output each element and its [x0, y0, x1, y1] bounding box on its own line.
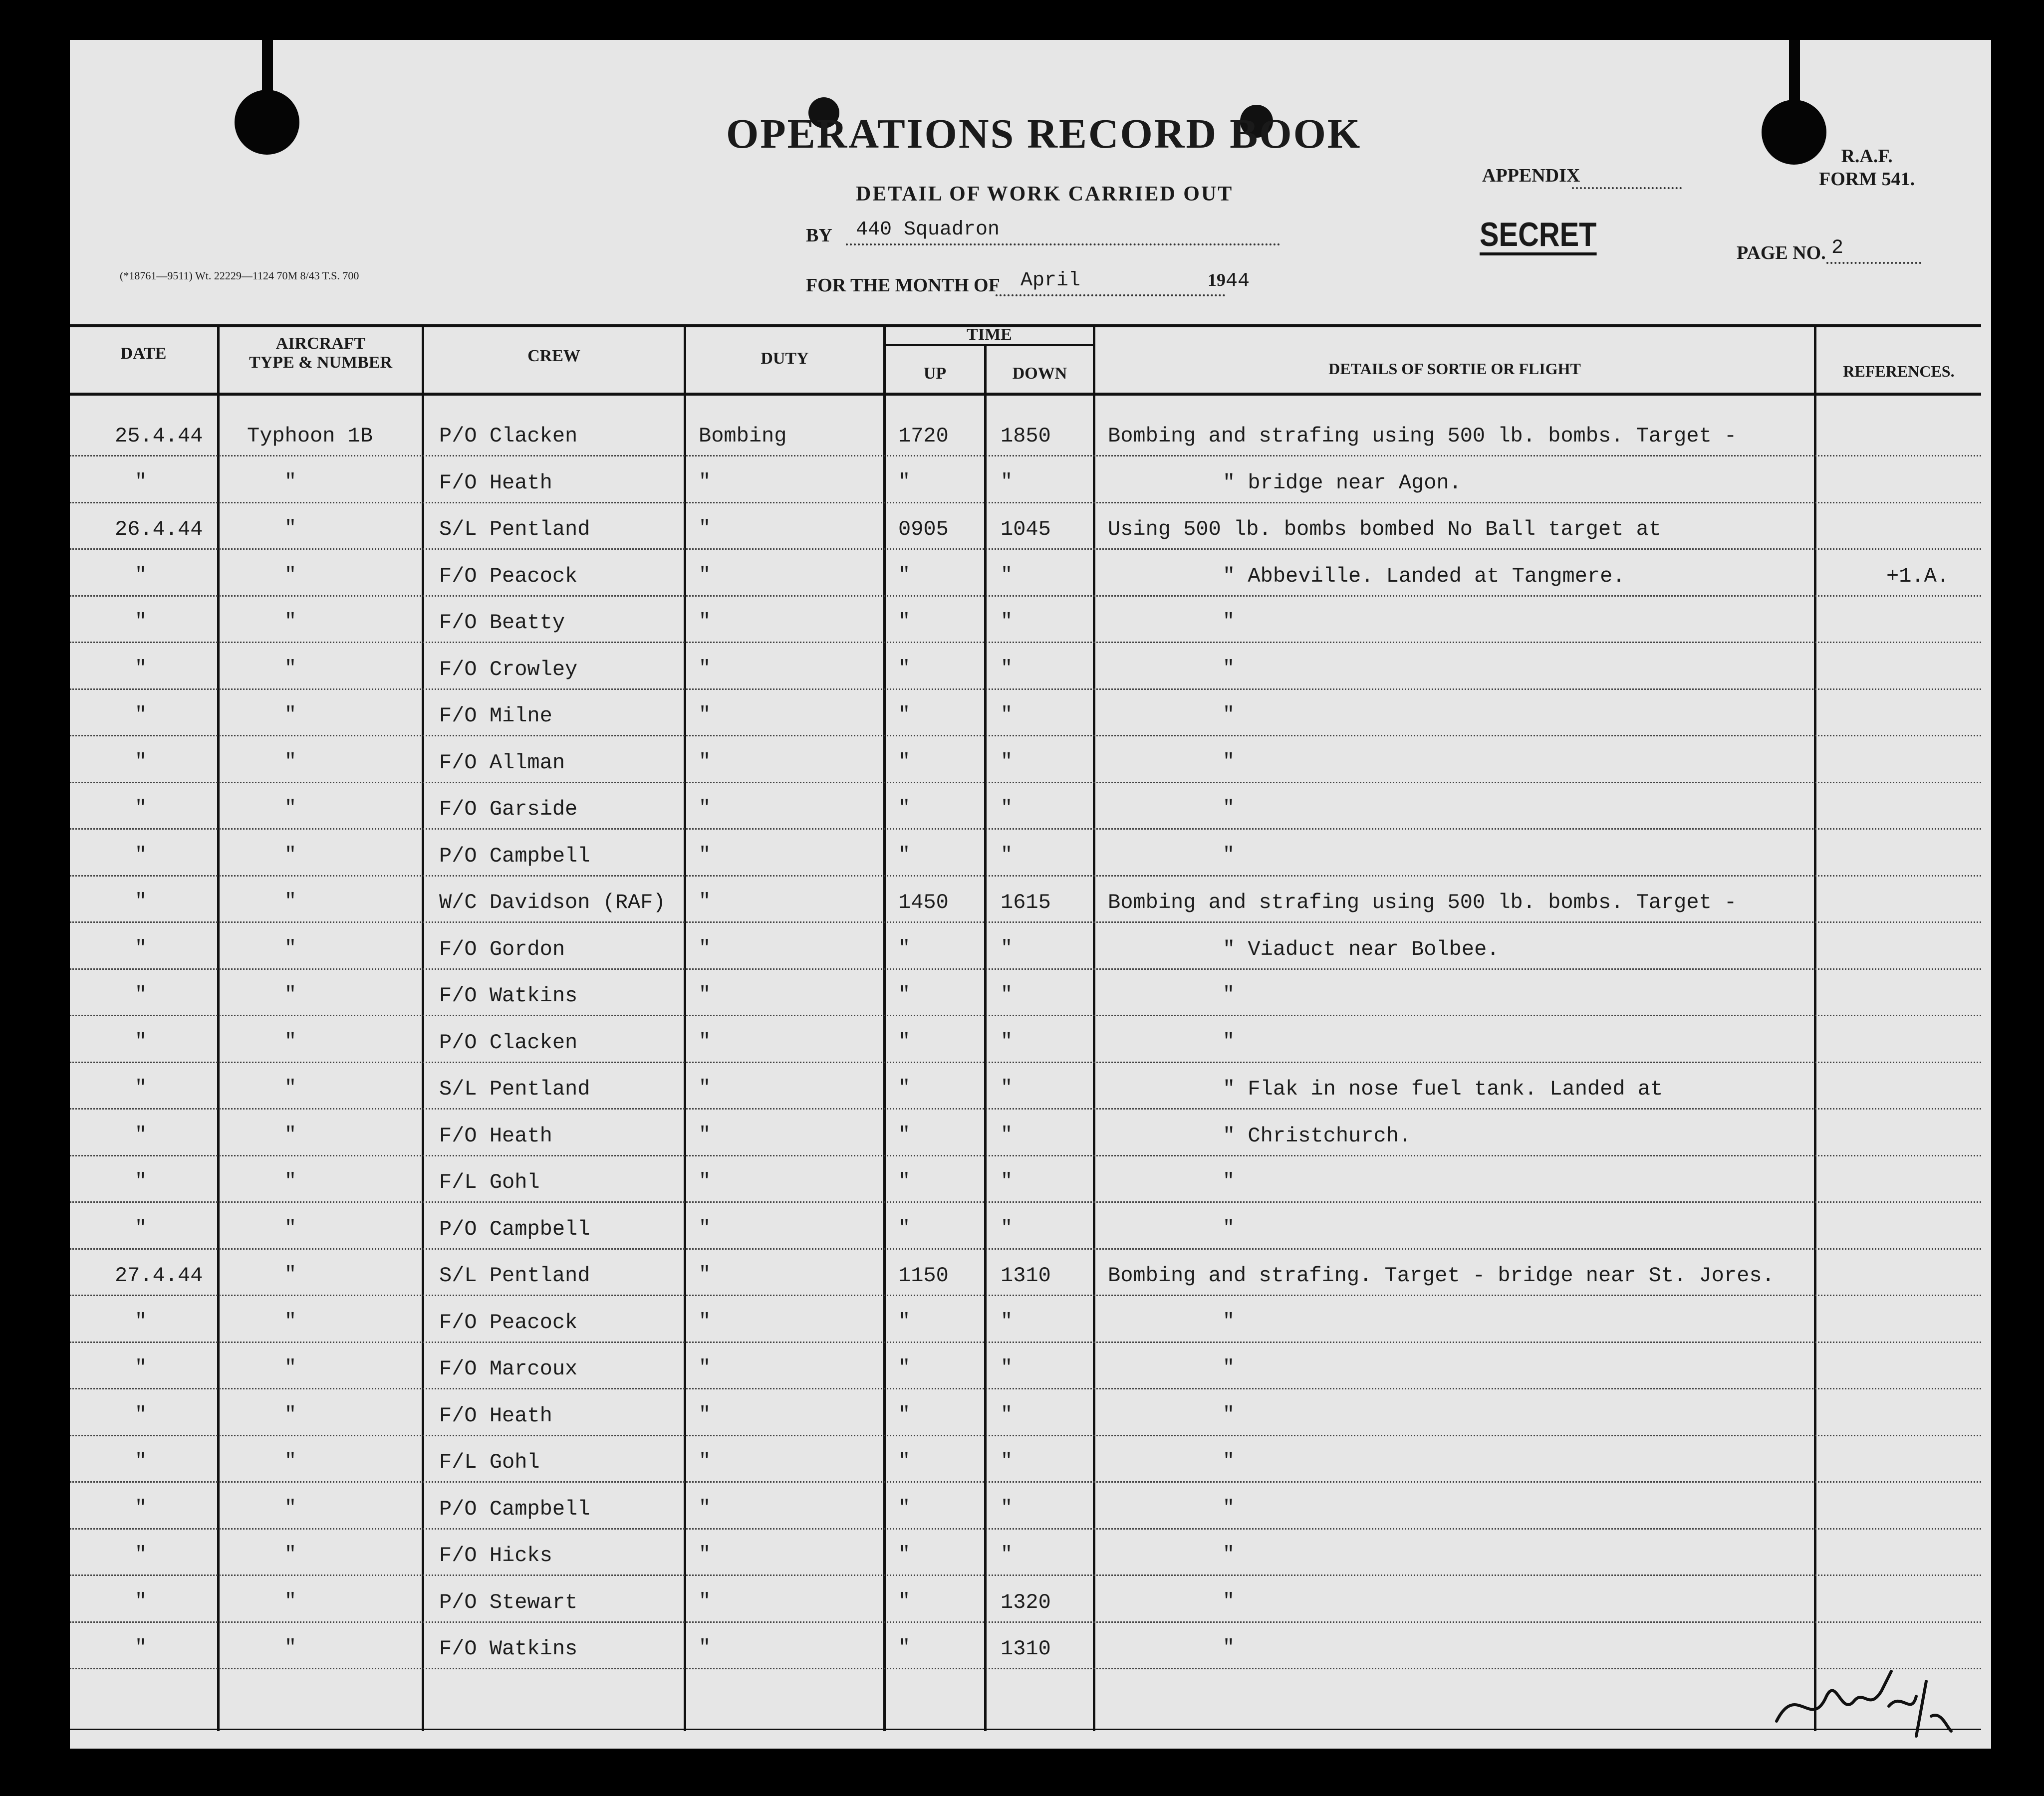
col-divider — [984, 345, 987, 1731]
time-down-cell: " — [1001, 1357, 1013, 1379]
time-down-cell: 1850 — [1001, 424, 1051, 448]
date-cell: " — [135, 564, 147, 587]
details-cell: " — [1223, 1637, 1235, 1659]
time-up-cell: " — [898, 1357, 911, 1379]
duty-cell: " — [699, 1497, 711, 1520]
row-rule — [70, 1248, 1981, 1250]
aircraft-cell: " — [284, 1030, 297, 1053]
row-rule — [70, 595, 1981, 597]
row-rule — [70, 688, 1981, 690]
col-header-time: TIME — [967, 325, 1012, 344]
record-sheet — [70, 40, 1991, 1749]
date-cell: " — [135, 937, 147, 960]
duty-cell: " — [699, 750, 711, 773]
details-cell: " — [1223, 844, 1235, 867]
date-cell: 26.4.44 — [115, 517, 203, 541]
crew-cell: F/O Heath — [439, 470, 552, 495]
col-divider — [883, 324, 886, 1731]
appendix-field — [1572, 162, 1682, 189]
col-header-references: REFERENCES. — [1843, 362, 1955, 380]
details-cell: " — [1223, 1403, 1235, 1426]
secret-stamp: SECRET — [1480, 217, 1596, 255]
row-rule — [70, 968, 1981, 970]
crew-cell: P/O Stewart — [439, 1590, 578, 1614]
details-cell: " Christchurch. — [1223, 1123, 1412, 1148]
duty-cell: " — [699, 1590, 711, 1613]
aircraft-cell: " — [284, 470, 297, 493]
col-divider — [684, 324, 686, 1731]
details-cell: " — [1223, 984, 1235, 1006]
signature-stroke — [1777, 1671, 1951, 1736]
details-cell: " — [1223, 750, 1235, 773]
header-bottom-rule — [70, 393, 1981, 396]
details-cell: " — [1223, 1357, 1235, 1379]
date-cell: " — [135, 750, 147, 773]
time-up-cell: " — [898, 1217, 911, 1240]
form-number — [1819, 145, 1915, 191]
duty-cell: Bombing — [699, 424, 787, 448]
time-down-cell: 1310 — [1001, 1637, 1051, 1661]
col-header-aircraft — [220, 334, 422, 372]
row-rule — [70, 455, 1981, 456]
time-down-cell: " — [1001, 470, 1013, 493]
date-cell: " — [135, 1544, 147, 1566]
aircraft-cell: " — [284, 1497, 297, 1520]
details-cell: " — [1223, 1450, 1235, 1473]
col-divider — [1814, 324, 1816, 1731]
col-header-aircraft-line2: TYPE & NUMBER — [249, 353, 393, 372]
time-down-cell: " — [1001, 844, 1013, 867]
print-reference: (*18761—9511) Wt. 22229—1124 70M 8/43 T.S. 700 — [120, 269, 359, 282]
row-rule — [70, 735, 1981, 736]
crew-cell: F/O Beatty — [439, 611, 565, 635]
time-up-cell: " — [898, 797, 911, 820]
time-up-cell: 1450 — [898, 891, 949, 914]
time-up-cell: " — [898, 1590, 911, 1613]
crew-cell: F/O Watkins — [439, 1637, 578, 1661]
aircraft-cell: " — [284, 1637, 297, 1659]
time-down-cell: " — [1001, 1310, 1013, 1333]
row-rule — [70, 642, 1981, 643]
row-rule — [70, 1295, 1981, 1296]
time-up-cell: " — [898, 1123, 911, 1146]
crew-cell: P/O Clacken — [439, 1030, 578, 1055]
details-cell: Using 500 lb. bombs bombed No Ball target at — [1108, 517, 1661, 541]
date-cell: " — [135, 1170, 147, 1193]
aircraft-cell: " — [284, 984, 297, 1006]
year-field — [1208, 269, 1273, 294]
duty-cell: " — [699, 517, 711, 540]
date-cell: " — [135, 1123, 147, 1146]
row-rule — [70, 1621, 1981, 1623]
crew-cell: F/O Marcoux — [439, 1357, 578, 1381]
time-down-cell: " — [1001, 611, 1013, 633]
duty-cell: " — [699, 1310, 711, 1333]
page-subtitle: DETAIL OF WORK CARRIED OUT — [856, 183, 1234, 206]
details-cell: " — [1223, 1030, 1235, 1053]
time-down-cell: " — [1001, 657, 1013, 680]
col-divider — [217, 324, 220, 1731]
time-down-cell: " — [1001, 1497, 1013, 1520]
form-541-label: FORM 541. — [1819, 169, 1915, 190]
row-rule — [70, 1435, 1981, 1436]
crew-cell: F/O Watkins — [439, 984, 578, 1008]
duty-cell: " — [699, 611, 711, 633]
duty-cell: " — [699, 1450, 711, 1473]
time-up-cell: " — [898, 1403, 911, 1426]
aircraft-cell: " — [284, 1264, 297, 1286]
time-up-cell: " — [898, 1030, 911, 1053]
date-cell: 25.4.44 — [115, 424, 203, 448]
date-cell: " — [135, 1637, 147, 1659]
time-down-cell: 1310 — [1001, 1264, 1051, 1288]
aircraft-cell: " — [284, 517, 297, 540]
time-up-cell: " — [898, 611, 911, 633]
duty-cell: " — [699, 1637, 711, 1659]
row-rule — [70, 1108, 1981, 1110]
time-down-cell: 1615 — [1001, 891, 1051, 914]
crew-cell: F/O Hicks — [439, 1544, 552, 1568]
binder-hole-right — [1762, 100, 1826, 165]
date-cell: " — [135, 797, 147, 820]
details-cell: " — [1223, 1544, 1235, 1566]
duty-cell: " — [699, 657, 711, 680]
date-cell: " — [135, 1403, 147, 1426]
col-header-crew: CREW — [527, 347, 580, 365]
aircraft-cell: " — [284, 1217, 297, 1240]
crew-cell: F/O Crowley — [439, 657, 578, 681]
aircraft-cell: " — [284, 797, 297, 820]
time-up-cell: " — [898, 657, 911, 680]
crew-cell: F/O Peacock — [439, 564, 578, 588]
row-rule — [70, 1015, 1981, 1016]
time-up-cell: " — [898, 844, 911, 867]
crew-cell: P/O Campbell — [439, 1497, 590, 1521]
crew-cell: F/O Peacock — [439, 1310, 578, 1335]
date-cell: " — [135, 1310, 147, 1333]
details-cell: " — [1223, 611, 1235, 633]
aircraft-cell: Typhoon 1B — [247, 424, 373, 448]
duty-cell: " — [699, 1030, 711, 1053]
aircraft-cell: " — [284, 657, 297, 680]
time-up-cell: " — [898, 1450, 911, 1473]
time-up-cell: 1720 — [898, 424, 949, 448]
crew-cell: W/C Davidson (RAF) — [439, 891, 666, 914]
aircraft-cell: " — [284, 1170, 297, 1193]
time-up-cell: " — [898, 470, 911, 493]
date-cell: " — [135, 1497, 147, 1520]
time-down-cell: " — [1001, 1170, 1013, 1193]
year-suffix: 44 — [1226, 270, 1250, 292]
row-rule — [70, 548, 1981, 550]
time-up-cell: " — [898, 1497, 911, 1520]
crew-cell: P/O Clacken — [439, 424, 578, 448]
details-cell: Bombing and strafing using 500 lb. bombs. Target - — [1108, 891, 1737, 914]
details-cell: " — [1223, 1217, 1235, 1240]
duty-cell: " — [699, 1544, 711, 1566]
time-down-cell: " — [1001, 1217, 1013, 1240]
duty-cell: " — [699, 984, 711, 1006]
aircraft-cell: " — [284, 891, 297, 913]
time-up-cell: " — [898, 750, 911, 773]
aircraft-cell: " — [284, 1310, 297, 1333]
col-header-date: DATE — [120, 344, 167, 363]
date-cell: " — [135, 891, 147, 913]
details-cell: Bombing and strafing. Target - bridge near St. Jores. — [1108, 1264, 1775, 1288]
date-cell: " — [135, 1030, 147, 1053]
year-prefix: 19 — [1208, 270, 1226, 290]
time-down-cell: " — [1001, 704, 1013, 726]
time-down-cell: 1320 — [1001, 1590, 1051, 1614]
crew-cell: F/O Garside — [439, 797, 578, 821]
crew-cell: F/L Gohl — [439, 1450, 540, 1474]
crew-cell: S/L Pentland — [439, 517, 590, 541]
aircraft-cell: " — [284, 1403, 297, 1426]
aircraft-cell: " — [284, 1590, 297, 1613]
time-down-cell: 1045 — [1001, 517, 1051, 541]
row-rule — [70, 1342, 1981, 1343]
time-down-cell: " — [1001, 1077, 1013, 1100]
row-rule — [70, 1574, 1981, 1576]
duty-cell: " — [699, 1217, 711, 1240]
aircraft-cell: " — [284, 704, 297, 726]
date-cell: " — [135, 844, 147, 867]
time-up-cell: " — [898, 1637, 911, 1659]
crew-cell: F/O Heath — [439, 1123, 552, 1148]
time-up-cell: " — [898, 1310, 911, 1333]
date-cell: " — [135, 1077, 147, 1100]
details-cell: " — [1223, 1310, 1235, 1333]
binder-slot — [1789, 40, 1800, 105]
aircraft-cell: " — [284, 1544, 297, 1566]
date-cell: " — [135, 1357, 147, 1379]
date-cell: " — [135, 470, 147, 493]
aircraft-cell: " — [284, 611, 297, 633]
date-cell: " — [135, 657, 147, 680]
aircraft-cell: " — [284, 1357, 297, 1379]
time-up-cell: 1150 — [898, 1264, 949, 1288]
time-up-cell: " — [898, 984, 911, 1006]
aircraft-cell: " — [284, 1123, 297, 1146]
date-cell: " — [135, 984, 147, 1006]
col-header-down: DOWN — [1012, 364, 1067, 383]
time-down-cell: " — [1001, 1450, 1013, 1473]
details-cell: " Flak in nose fuel tank. Landed at — [1223, 1077, 1663, 1101]
reference-cell: +1.A. — [1886, 564, 1950, 588]
crew-cell: F/O Allman — [439, 750, 565, 775]
aircraft-cell: " — [284, 937, 297, 960]
crew-cell: S/L Pentland — [439, 1264, 590, 1288]
time-down-cell: " — [1001, 564, 1013, 587]
duty-cell: " — [699, 1357, 711, 1379]
date-cell: " — [135, 1450, 147, 1473]
time-down-cell: " — [1001, 937, 1013, 960]
aircraft-cell: " — [284, 1077, 297, 1100]
duty-cell: " — [699, 470, 711, 493]
duty-cell: " — [699, 891, 711, 913]
duty-cell: " — [699, 1077, 711, 1100]
time-up-cell: " — [898, 1077, 911, 1100]
time-up-cell: " — [898, 704, 911, 726]
row-rule — [70, 1481, 1981, 1483]
duty-cell: " — [699, 1403, 711, 1426]
row-rule — [70, 1388, 1981, 1389]
duty-cell: " — [699, 564, 711, 587]
table-bottom-rule — [70, 1729, 1981, 1730]
time-down-cell: " — [1001, 1544, 1013, 1566]
time-down-cell: " — [1001, 1403, 1013, 1426]
crew-cell: F/O Milne — [439, 704, 552, 728]
crew-cell: F/L Gohl — [439, 1170, 540, 1194]
row-rule — [70, 1668, 1981, 1669]
month-label: FOR THE MONTH OF — [806, 275, 1000, 296]
row-rule — [70, 875, 1981, 877]
row-rule — [70, 1201, 1981, 1203]
col-divider — [1093, 324, 1095, 1731]
row-rule — [70, 1062, 1981, 1063]
date-cell: " — [135, 1217, 147, 1240]
crew-cell: P/O Campbell — [439, 844, 590, 868]
details-cell: " — [1223, 1590, 1235, 1613]
time-down-cell: " — [1001, 797, 1013, 820]
col-header-duty: DUTY — [761, 349, 809, 368]
time-down-cell: " — [1001, 984, 1013, 1006]
by-label: BY — [806, 225, 832, 246]
duty-cell: " — [699, 937, 711, 960]
date-cell: 27.4.44 — [115, 1264, 203, 1288]
col-header-up: UP — [923, 364, 947, 383]
details-cell: " — [1223, 797, 1235, 820]
time-up-cell: " — [898, 1170, 911, 1193]
row-rule — [70, 921, 1981, 923]
row-rule — [70, 502, 1981, 503]
page-number-field: 2 — [1826, 237, 1921, 264]
date-cell: " — [135, 1590, 147, 1613]
month-field: April — [996, 269, 1225, 296]
details-cell: " — [1223, 1497, 1235, 1520]
col-header-details: DETAILS OF SORTIE OR FLIGHT — [1328, 360, 1581, 378]
duty-cell: " — [699, 704, 711, 726]
crew-cell: F/O Gordon — [439, 937, 565, 961]
time-up-cell: " — [898, 937, 911, 960]
page-title: OPERATIONS RECORD BOOK — [726, 111, 1362, 157]
squadron-field: 440 Squadron — [846, 219, 1280, 245]
details-cell: " Viaduct near Bolbee. — [1223, 937, 1500, 961]
page-number-label: PAGE NO. — [1737, 242, 1826, 263]
duty-cell: " — [699, 797, 711, 820]
duty-cell: " — [699, 844, 711, 867]
aircraft-cell: " — [284, 564, 297, 587]
col-divider — [422, 324, 424, 1731]
row-rule — [70, 782, 1981, 783]
crew-cell: P/O Campbell — [439, 1217, 590, 1241]
time-header-rule — [883, 344, 1093, 346]
raf-label: R.A.F. — [1841, 146, 1893, 167]
binder-hole-left — [235, 90, 299, 155]
time-up-cell: " — [898, 1544, 911, 1566]
time-up-cell: 0905 — [898, 517, 949, 541]
aircraft-cell: " — [284, 844, 297, 867]
duty-cell: " — [699, 1123, 711, 1146]
date-cell: " — [135, 704, 147, 726]
duty-cell: " — [699, 1170, 711, 1193]
signature — [1767, 1661, 1956, 1741]
time-down-cell: " — [1001, 1123, 1013, 1146]
appendix-label: APPENDIX — [1482, 165, 1580, 186]
aircraft-cell: " — [284, 750, 297, 773]
col-header-aircraft-line1: AIRCRAFT — [275, 334, 366, 353]
crew-cell: S/L Pentland — [439, 1077, 590, 1101]
details-cell: " — [1223, 1170, 1235, 1193]
details-cell: " — [1223, 704, 1235, 726]
row-rule — [70, 828, 1981, 830]
row-rule — [70, 1155, 1981, 1156]
details-cell: Bombing and strafing using 500 lb. bombs. Target - — [1108, 424, 1737, 448]
details-cell: " — [1223, 657, 1235, 680]
time-down-cell: " — [1001, 750, 1013, 773]
row-rule — [70, 1528, 1981, 1530]
details-cell: " bridge near Agon. — [1223, 470, 1462, 495]
time-up-cell: " — [898, 564, 911, 587]
aircraft-cell: " — [284, 1450, 297, 1473]
time-down-cell: " — [1001, 1030, 1013, 1053]
date-cell: " — [135, 611, 147, 633]
details-cell: " Abbeville. Landed at Tangmere. — [1223, 564, 1625, 588]
duty-cell: " — [699, 1264, 711, 1286]
crew-cell: F/O Heath — [439, 1403, 552, 1428]
